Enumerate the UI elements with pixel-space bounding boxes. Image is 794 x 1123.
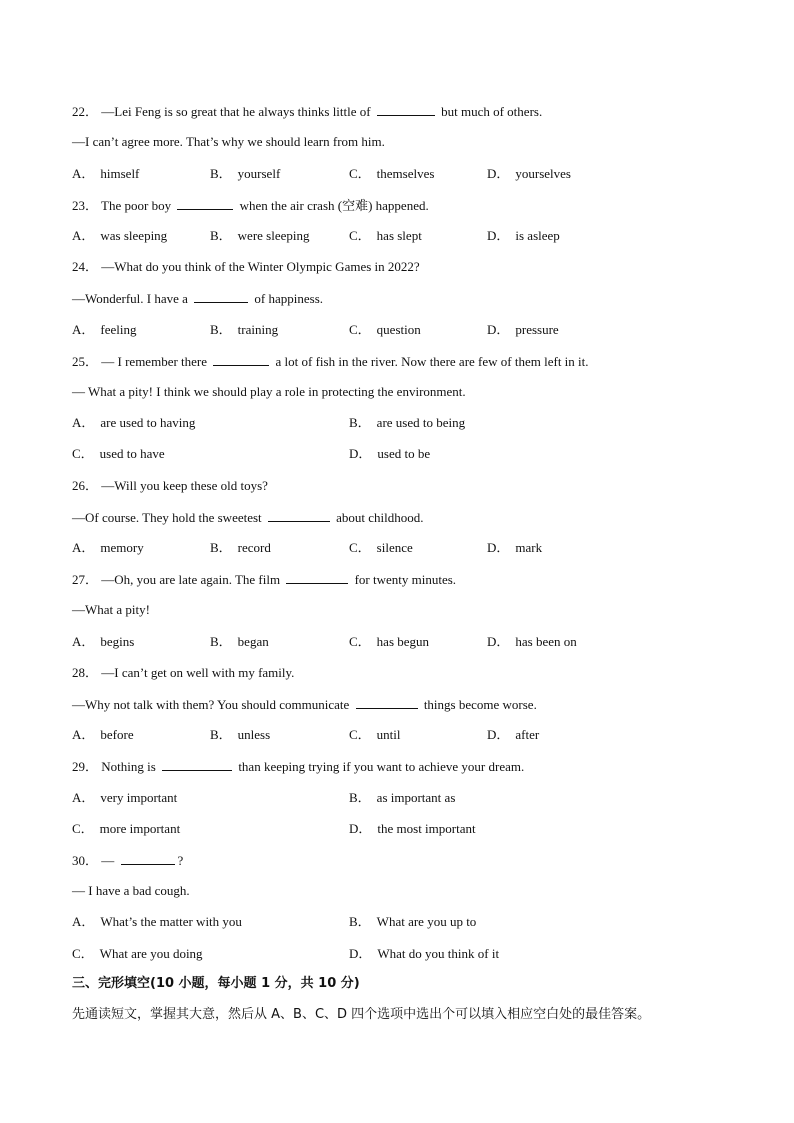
answer-blank	[121, 852, 175, 865]
option-a: A． begins	[72, 634, 135, 649]
option-b: B． yourself	[210, 166, 281, 181]
question-25-reply: — What a pity! I think we should play a role in protecting the environment.	[72, 384, 466, 399]
stem-text: a lot of fish in the river. Now there are few of them left in it.	[275, 354, 589, 369]
question-25-stem	[72, 353, 589, 370]
question-30-stem	[72, 852, 183, 869]
question-number: 30．	[72, 853, 99, 868]
question-27-reply: —What a pity!	[72, 602, 150, 617]
option-c: C． silence	[349, 540, 413, 555]
answer-blank	[377, 103, 435, 116]
option-d: D． is asleep	[487, 228, 560, 243]
option-c: C． themselves	[349, 166, 435, 181]
answer-blank	[268, 509, 330, 522]
question-22-reply: —I can’t agree more. That’s why we should learn from him.	[72, 134, 385, 149]
question-number: 26．	[72, 478, 99, 493]
option-b: B． are used to being	[349, 415, 466, 430]
question-number: 29．	[72, 759, 99, 774]
section-instruction: 先通读短文，掌握其大意，然后从 A、B、C、D 四个选项中选出个可以填入相应空白处的最佳答案。	[72, 1007, 651, 1022]
stem-text: Nothing is	[101, 759, 156, 774]
option-c: C． until	[349, 727, 401, 742]
answer-blank	[356, 696, 418, 709]
stem-text: but much of others.	[441, 104, 543, 119]
stem-text: when the air crash (空难) happened.	[239, 198, 429, 213]
option-a: A． feeling	[72, 322, 137, 337]
option-d: D． mark	[487, 540, 543, 555]
option-d: D． after	[487, 727, 540, 742]
option-a: A． memory	[72, 540, 144, 555]
option-a: A． was sleeping	[72, 228, 168, 243]
answer-blank	[177, 197, 233, 210]
question-number: 22．	[72, 104, 99, 119]
stem-text: —Lei Feng is so great that he always thinks little of	[101, 104, 371, 119]
question-number: 28．	[72, 665, 99, 680]
option-c: C． has slept	[349, 228, 422, 243]
question-24-stem	[72, 259, 420, 275]
option-c: C． more important	[72, 821, 181, 836]
stem-text: — I remember there	[101, 354, 208, 369]
question-28-reply	[72, 696, 537, 713]
stem-text: things become worse.	[423, 697, 537, 712]
stem-text: ?	[177, 853, 184, 868]
option-c: C． What are you doing	[72, 946, 203, 961]
question-30-reply: — I have a bad cough.	[72, 883, 190, 898]
question-22-stem	[72, 103, 542, 120]
option-d: D． pressure	[487, 322, 559, 337]
section-title: 三、完形填空(10 小题，每小题 1 分，共 10 分)	[72, 976, 360, 991]
stem-text: for twenty minutes.	[354, 572, 457, 587]
option-b: B． record	[210, 540, 271, 555]
option-a: A． What’s the matter with you	[72, 914, 242, 929]
stem-text: about childhood.	[336, 510, 424, 525]
question-29-stem	[72, 758, 524, 775]
stem-text: —Of course. They hold the sweetest	[72, 510, 262, 525]
option-d: D． What do you think of it	[349, 946, 500, 961]
stem-text: —I can’t get on well with my family.	[101, 665, 295, 680]
option-b: B． unless	[210, 727, 271, 742]
option-d: D． the most important	[349, 821, 476, 836]
option-a: A． himself	[72, 166, 140, 181]
option-c: C． used to have	[72, 446, 165, 461]
option-b: B． began	[210, 634, 269, 649]
stem-text: —Will you keep these old toys?	[101, 478, 268, 493]
question-number: 27．	[72, 572, 99, 587]
question-23-stem	[72, 197, 429, 214]
answer-blank	[286, 571, 348, 584]
stem-text: —Why not talk with them? You should communicate	[72, 697, 350, 712]
question-27-stem	[72, 571, 456, 588]
option-b: B． What are you up to	[349, 914, 477, 929]
question-26-reply	[72, 509, 424, 526]
option-a: A． before	[72, 727, 134, 742]
option-c: C． question	[349, 322, 421, 337]
stem-text: —What do you think of the Winter Olympic Games in 2022?	[101, 259, 420, 274]
option-d: D． yourselves	[487, 166, 571, 181]
option-d: D． has been on	[487, 634, 577, 649]
question-28-stem	[72, 665, 294, 681]
option-b: B． were sleeping	[210, 228, 310, 243]
answer-blank	[194, 290, 248, 303]
option-b: B． training	[210, 322, 279, 337]
option-d: D． used to be	[349, 446, 431, 461]
question-26-stem	[72, 478, 268, 494]
stem-text: than keeping trying if you want to achieve your dream.	[238, 759, 525, 774]
answer-blank	[213, 353, 269, 366]
stem-text: The poor boy	[101, 198, 172, 213]
stem-text: —Wonderful. I have a	[72, 291, 188, 306]
stem-text: —Oh, you are late again. The film	[101, 572, 281, 587]
option-a: A． very important	[72, 790, 178, 805]
stem-text: of happiness.	[254, 291, 324, 306]
option-c: C． has begun	[349, 634, 430, 649]
question-number: 24．	[72, 259, 99, 274]
question-number: 25．	[72, 354, 99, 369]
option-a: A． are used to having	[72, 415, 196, 430]
answer-blank	[162, 758, 232, 771]
stem-text: —	[101, 853, 115, 868]
option-b: B． as important as	[349, 790, 456, 805]
question-number: 23．	[72, 198, 99, 213]
question-24-reply	[72, 290, 323, 307]
